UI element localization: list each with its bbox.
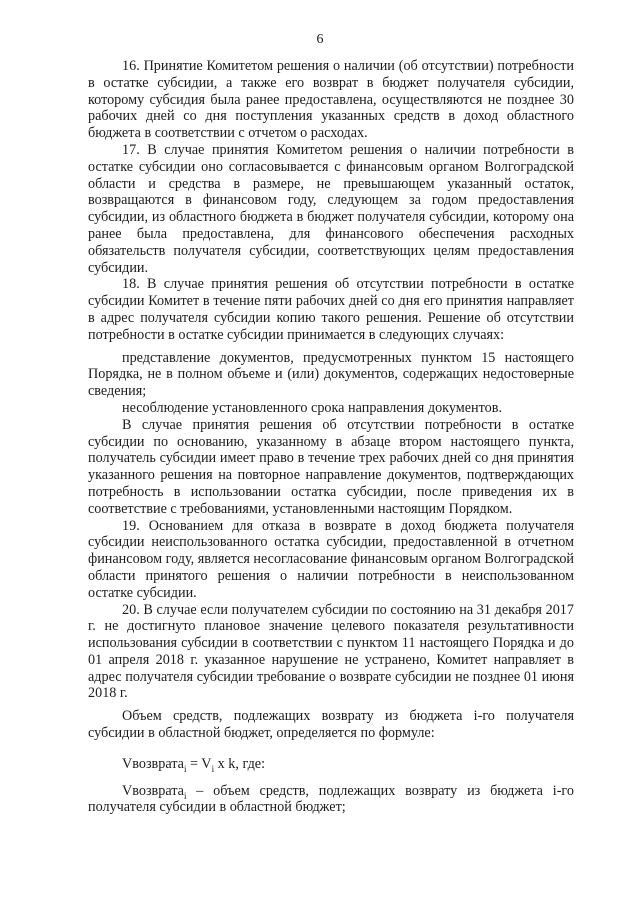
paragraph-18-resubmission: В случае принятия решения об отсутствии потребности в остатке субсидии по основанию, указанному в абзаце втором настоящего пункта, получатель субсидии имеет право в течение трех рабочих дней со дня принятия указанного решения на повторное направление документов, подтверждающих потребность в использовании остатка субсидии, после приведения их в соответствие с требованиями, установленными настоящим Порядком. [88,416,574,517]
formula-definition [88,783,574,817]
paragraph-17: 17. В случае принятия Комитетом решения о наличии потребности в остатке субсидии оно согласовывается с финансовым органом Волгоградской области и средства в размере, не превышающем указанный остаток, возвращаются в финансовом году, следующем за годом предоставления субсидии, из областного бюджета в бюджет получателя субсидии, которому она ранее была предоставлена, для финансового обеспечения расходных обязательств получателя субсидии, соответствующих целям предоставления субсидии. [88,141,574,276]
paragraph-16: 16. Принятие Комитетом решения о наличии (об отсутствии) потребности в остатке субсидии, а также его возврат в бюджет получателя субсидии, которому субсидия была ранее предоставлена, осуществляются не позднее 30 рабочих дней со дня поступления указанных средств в доход областного бюджета в соответствии с отчетом о расходах. [88,58,574,142]
formula-lhs-subscript: i [183,763,187,774]
refund-formula [88,756,574,773]
paragraph-formula-intro: Объем средств, подлежащих возврату из бюджета i-го получателя субсидии в областной бюджет, определяется по формуле: [88,708,574,742]
definition-symbol: Vвозврата [122,782,184,799]
document-body [88,58,574,816]
paragraph-18-case-2: несоблюдение установленного срока направления документов. [122,399,502,416]
definition-text: – объем средств, подлежащих возврату из бюджета i-го получателя субсидии в областной бюджет; [88,782,574,816]
page-number: 6 [316,32,324,47]
paragraph-20: 20. В случае если получателем субсидии по состоянию на 31 декабря 2017 г. не достигнуто плановое значение целевого показателя результативности использования субсидии в соответствии с пунктом 11 настоящего Порядка и до 01 апреля 2018 г. указанное нарушение не устранено, Комитет направляет в адрес получателя субсидии требование о возврате субсидии не позднее 01 июня 2018 г. [88,601,574,702]
paragraph-19: 19. Основанием для отказа в возврате в доход бюджета получателя субсидии неиспользованного остатка субсидии, предоставленной в отчетном финансовом году, является несогласование финансовым органом Волгоградской области принятого решения о наличии потребности в неиспользованном остатке субсидии. [88,517,575,601]
formula-equals: = V [186,755,212,772]
paragraph-18: 18. В случае принятия решения об отсутствии потребности в остатке субсидии Комитет в течение пяти рабочих дней со дня его принятия направляет в адрес получателя субсидии копию такого решения. Решение об отсутствии потребности в остатке субсидии принимается в следующих случаях: [88,276,574,343]
formula-rhs-subscript: i [211,763,215,774]
formula-rest: x k, где: [214,755,266,772]
definition-symbol-subscript: i [183,790,187,801]
paragraph-18-case-1: представление документов, предусмотренных пунктом 15 настоящего Порядка, не в полном объеме и (или) документов, содержащих недостоверные сведения; [88,349,574,400]
formula-lhs: Vвозврата [122,755,184,772]
